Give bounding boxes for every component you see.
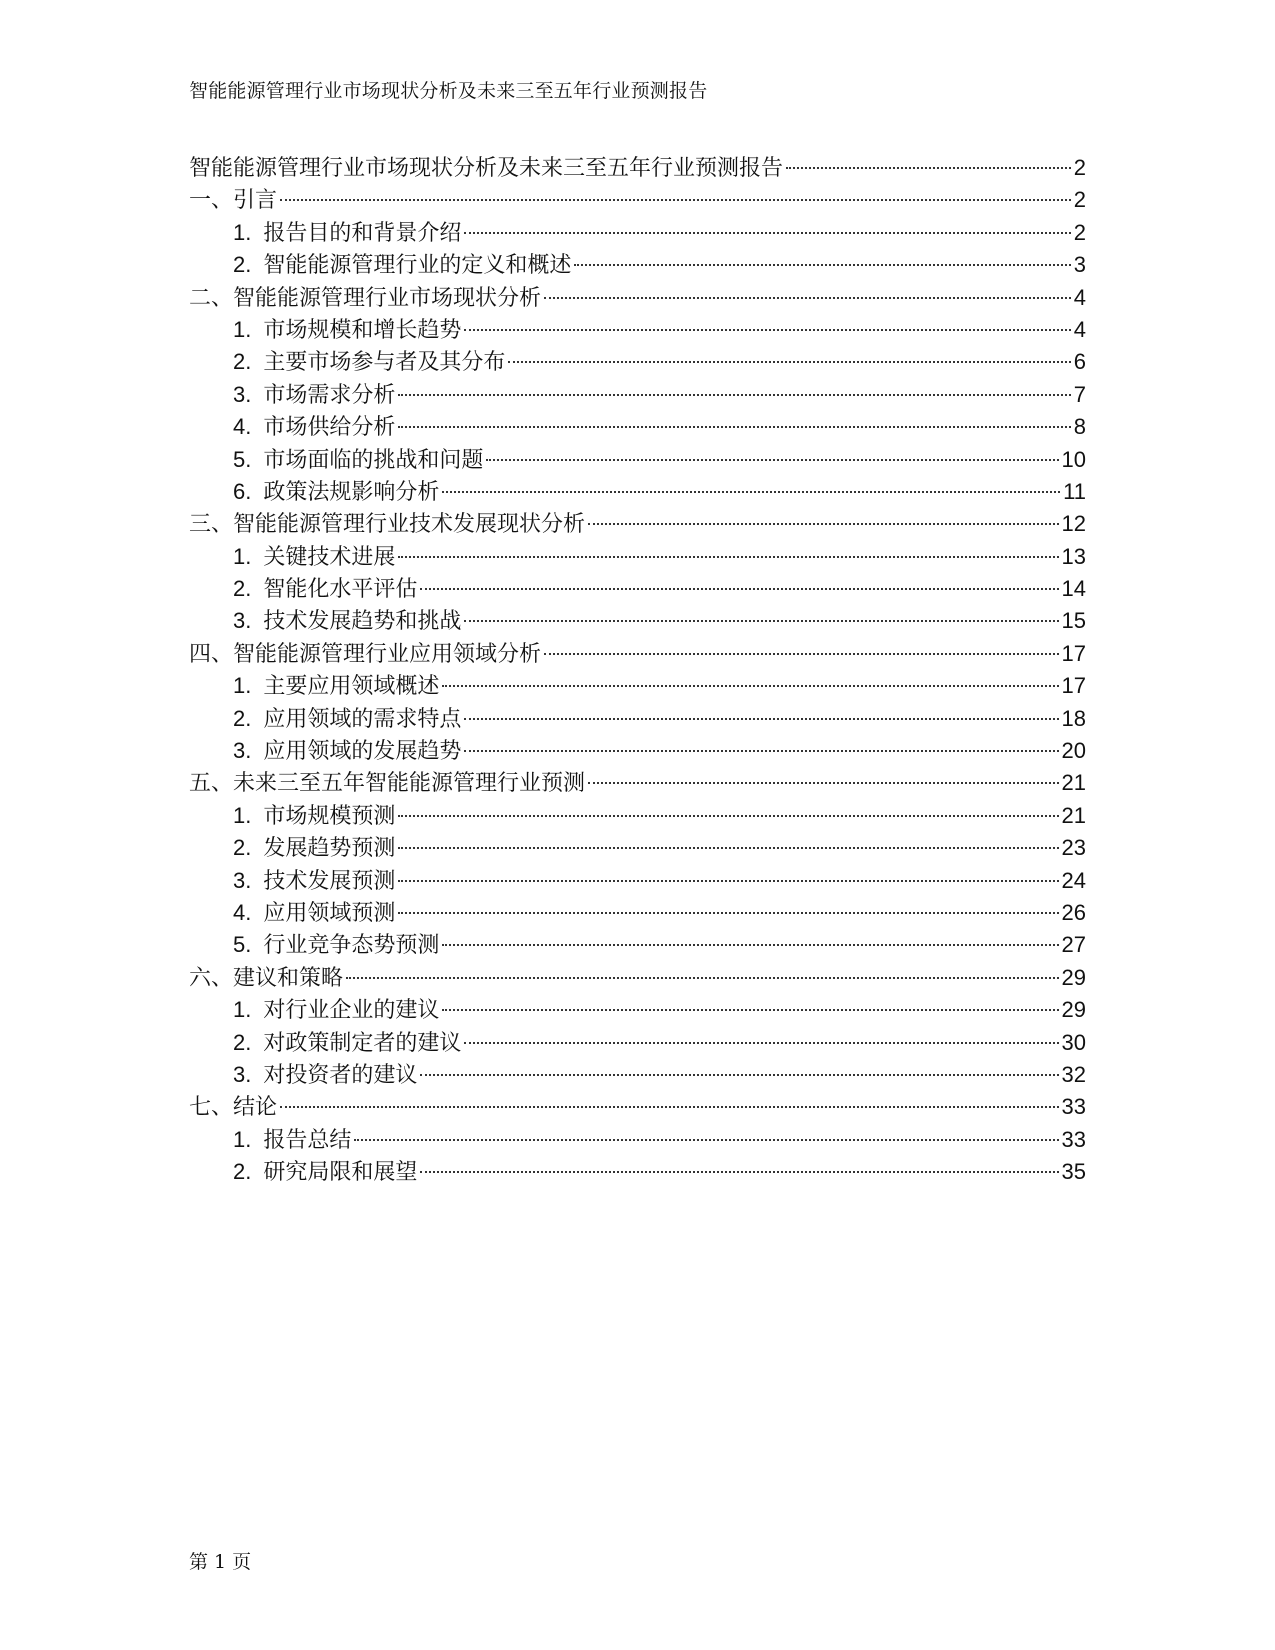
page-number: 第 1 页 xyxy=(189,1551,252,1573)
toc-entry-page: 6 xyxy=(1073,349,1086,375)
toc-entry[interactable] xyxy=(189,703,1086,735)
toc-entry-number: 3. xyxy=(233,867,252,893)
toc-entry-title: 七、结论 xyxy=(189,1095,278,1121)
toc-entry[interactable] xyxy=(189,1124,1086,1156)
toc-dot-leader xyxy=(442,944,1058,946)
toc-entry[interactable] xyxy=(189,346,1086,378)
toc-dot-leader xyxy=(486,459,1058,461)
toc-entry-title: 市场规模和增长趋势 xyxy=(263,317,462,343)
toc-entry-title: 报告总结 xyxy=(263,1127,352,1153)
toc-dot-leader xyxy=(398,912,1058,914)
toc-entry-page: 7 xyxy=(1073,381,1086,407)
toc-dot-leader xyxy=(464,1042,1058,1044)
toc-dot-leader xyxy=(420,588,1058,590)
toc-dot-leader xyxy=(588,782,1059,784)
toc-entry-page: 11 xyxy=(1063,478,1086,504)
toc-dot-leader xyxy=(786,167,1071,169)
toc-entry[interactable] xyxy=(189,379,1086,411)
toc-dot-leader xyxy=(464,620,1058,622)
toc-entry[interactable] xyxy=(189,573,1086,605)
toc-entry-title: 市场面临的挑战和问题 xyxy=(263,447,484,473)
toc-entry-number: 4. xyxy=(233,414,252,440)
toc-entry-title: 政策法规影响分析 xyxy=(263,479,440,505)
toc-dot-leader xyxy=(398,556,1058,558)
toc-entry-number: 3. xyxy=(233,608,252,634)
toc-entry-page: 4 xyxy=(1073,316,1086,342)
page-header: 智能能源管理行业市场现状分析及未来三至五年行业预测报告 xyxy=(189,80,708,102)
toc-entry-title: 对行业企业的建议 xyxy=(263,998,440,1024)
toc-entry-page: 35 xyxy=(1061,1159,1086,1185)
toc-entry[interactable] xyxy=(189,411,1086,443)
toc-entry-page: 21 xyxy=(1061,770,1086,796)
toc-entry-page: 33 xyxy=(1061,1094,1086,1120)
toc-entry-title: 对投资者的建议 xyxy=(263,1062,418,1088)
toc-entry-number: 2. xyxy=(233,1029,252,1055)
toc-entry-number: 2. xyxy=(233,835,252,861)
toc-dot-leader xyxy=(420,1171,1058,1173)
toc-dot-leader xyxy=(346,977,1059,979)
toc-entry[interactable] xyxy=(189,800,1086,832)
toc-entry-number: 3. xyxy=(233,1061,252,1087)
toc-entry-number: 2. xyxy=(233,1159,252,1185)
toc-entry[interactable] xyxy=(189,1091,1086,1123)
toc-entry-number: 1. xyxy=(233,802,252,828)
toc-entry-title: 应用领域的需求特点 xyxy=(263,706,462,732)
toc-entry-page: 2 xyxy=(1073,187,1086,213)
toc-entry-title: 一、引言 xyxy=(189,188,278,214)
toc-entry[interactable] xyxy=(189,508,1086,540)
toc-dot-leader xyxy=(464,329,1070,331)
toc-entry[interactable] xyxy=(189,1156,1086,1188)
toc-entry[interactable] xyxy=(189,670,1086,702)
toc-entry[interactable] xyxy=(189,444,1086,476)
toc-entry[interactable] xyxy=(189,832,1086,864)
toc-entry-number: 1. xyxy=(233,316,252,342)
toc-entry[interactable] xyxy=(189,865,1086,897)
toc-entry-page: 30 xyxy=(1061,1029,1086,1055)
toc-entry[interactable] xyxy=(189,767,1086,799)
toc-entry-title: 应用领域的发展趋势 xyxy=(263,739,462,765)
toc-entry-title: 市场需求分析 xyxy=(263,382,396,408)
toc-entry-page: 29 xyxy=(1061,964,1086,990)
toc-entry[interactable] xyxy=(189,962,1086,994)
toc-dot-leader xyxy=(398,394,1070,396)
toc-entry-page: 32 xyxy=(1061,1061,1086,1087)
toc-entry-page: 3 xyxy=(1073,252,1086,278)
toc-entry-title: 四、智能能源管理行业应用领域分析 xyxy=(189,641,542,667)
toc-dot-leader xyxy=(464,750,1058,752)
toc-entry-number: 5. xyxy=(233,932,252,958)
toc-entry-title: 五、未来三至五年智能能源管理行业预测 xyxy=(189,771,586,797)
toc-entry-title: 六、建议和策略 xyxy=(189,965,344,991)
toc-dot-leader xyxy=(464,232,1070,234)
toc-entry-page: 2 xyxy=(1073,219,1086,245)
toc-entry-number: 1. xyxy=(233,543,252,569)
toc-entry-title: 关键技术进展 xyxy=(263,544,396,570)
toc-entry[interactable] xyxy=(189,897,1086,929)
toc-entry-title: 主要应用领域概述 xyxy=(263,674,440,700)
toc-entry[interactable] xyxy=(189,282,1086,314)
toc-entry-title: 技术发展趋势和挑战 xyxy=(263,609,462,635)
toc-entry-number: 2. xyxy=(233,252,252,278)
toc-entry[interactable] xyxy=(189,541,1086,573)
toc-entry-title: 二、智能能源管理行业市场现状分析 xyxy=(189,285,542,311)
toc-entry-page: 29 xyxy=(1061,997,1086,1023)
table-of-contents xyxy=(189,152,1086,1189)
toc-dot-leader xyxy=(544,297,1071,299)
toc-entry[interactable] xyxy=(189,476,1086,508)
toc-entry[interactable] xyxy=(189,152,1086,184)
toc-entry-page: 2 xyxy=(1073,155,1086,180)
toc-entry-page: 10 xyxy=(1061,446,1086,472)
toc-entry-title: 报告目的和背景介绍 xyxy=(263,220,462,246)
toc-entry-page: 21 xyxy=(1061,802,1086,828)
toc-entry[interactable] xyxy=(189,638,1086,670)
toc-entry-page: 4 xyxy=(1073,284,1086,310)
toc-entry-title: 智能能源管理行业市场现状分析及未来三至五年行业预测报告 xyxy=(189,156,784,181)
toc-entry[interactable] xyxy=(189,735,1086,767)
toc-entry[interactable] xyxy=(189,605,1086,637)
toc-dot-leader xyxy=(442,1009,1058,1011)
toc-entry-title: 主要市场参与者及其分布 xyxy=(263,350,506,376)
toc-entry-number: 2. xyxy=(233,349,252,375)
toc-entry-page: 8 xyxy=(1073,414,1086,440)
toc-entry-title: 市场规模预测 xyxy=(263,803,396,829)
toc-entry[interactable] xyxy=(189,994,1086,1026)
toc-entry-title: 技术发展预测 xyxy=(263,868,396,894)
toc-entry[interactable] xyxy=(189,1027,1086,1059)
toc-dot-leader xyxy=(508,361,1070,363)
toc-entry-page: 13 xyxy=(1061,543,1086,569)
toc-entry[interactable] xyxy=(189,314,1086,346)
toc-entry-page: 17 xyxy=(1061,640,1086,666)
toc-dot-leader xyxy=(574,264,1070,266)
toc-entry[interactable] xyxy=(189,1059,1086,1091)
toc-entry-number: 1. xyxy=(233,997,252,1023)
toc-entry-page: 12 xyxy=(1061,511,1086,537)
toc-entry-title: 行业竞争态势预测 xyxy=(263,933,440,959)
toc-entry-title: 智能化水平评估 xyxy=(263,577,418,603)
toc-entry-title: 智能能源管理行业的定义和概述 xyxy=(263,253,572,279)
toc-dot-leader xyxy=(398,426,1070,428)
toc-dot-leader xyxy=(442,491,1060,493)
toc-dot-leader xyxy=(280,199,1071,201)
toc-entry-number: 4. xyxy=(233,899,252,925)
toc-entry-title: 对政策制定者的建议 xyxy=(263,1030,462,1056)
toc-entry-title: 三、智能能源管理行业技术发展现状分析 xyxy=(189,512,586,538)
toc-dot-leader xyxy=(442,685,1058,687)
toc-entry-number: 3. xyxy=(233,381,252,407)
toc-dot-leader xyxy=(398,847,1058,849)
toc-dot-leader xyxy=(398,815,1058,817)
toc-entry-page: 33 xyxy=(1061,1126,1086,1152)
toc-entry[interactable] xyxy=(189,929,1086,961)
toc-entry-page: 14 xyxy=(1061,576,1086,602)
toc-dot-leader xyxy=(280,1106,1059,1108)
toc-entry-number: 2. xyxy=(233,705,252,731)
toc-entry-page: 26 xyxy=(1061,899,1086,925)
toc-entry[interactable] xyxy=(189,184,1086,216)
toc-entry-title: 应用领域预测 xyxy=(263,900,396,926)
toc-dot-leader xyxy=(588,523,1059,525)
toc-entry-title: 研究局限和展望 xyxy=(263,1160,418,1186)
toc-entry-page: 23 xyxy=(1061,835,1086,861)
toc-entry-number: 3. xyxy=(233,738,252,764)
toc-dot-leader xyxy=(420,1074,1058,1076)
toc-entry-number: 5. xyxy=(233,446,252,472)
toc-entry-number: 6. xyxy=(233,478,252,504)
toc-entry-number: 1. xyxy=(233,219,252,245)
toc-entry-page: 18 xyxy=(1061,705,1086,731)
toc-entry-page: 20 xyxy=(1061,738,1086,764)
toc-entry-page: 17 xyxy=(1061,673,1086,699)
toc-entry-title: 发展趋势预测 xyxy=(263,836,396,862)
toc-entry-number: 1. xyxy=(233,1126,252,1152)
toc-entry[interactable] xyxy=(189,217,1086,249)
toc-dot-leader xyxy=(398,880,1058,882)
toc-entry-page: 24 xyxy=(1061,867,1086,893)
toc-entry-number: 2. xyxy=(233,576,252,602)
toc-dot-leader xyxy=(354,1139,1058,1141)
toc-dot-leader xyxy=(464,718,1058,720)
toc-entry-page: 15 xyxy=(1061,608,1086,634)
toc-entry-title: 市场供给分析 xyxy=(263,415,396,441)
toc-dot-leader xyxy=(544,653,1059,655)
toc-entry-page: 27 xyxy=(1061,932,1086,958)
toc-entry-number: 1. xyxy=(233,673,252,699)
toc-entry[interactable] xyxy=(189,249,1086,281)
